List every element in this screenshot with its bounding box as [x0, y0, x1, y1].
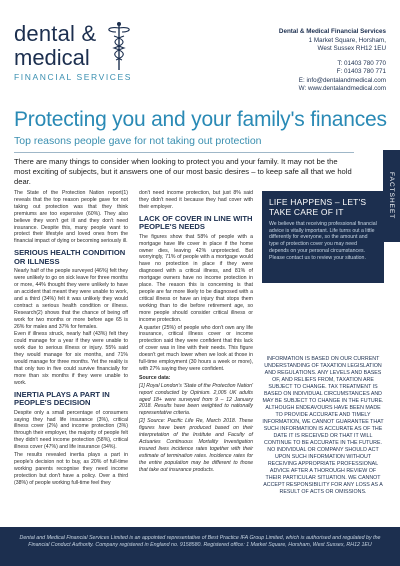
col1-paragraph-2: Nearly half of the people surveyed (46%) felt they were unlikely to go on sick leave for three months or more, 44% thought they were unlikely to have an accident that meant they were unable to work, and a third (34%) felt it was unlikely they would contract a serious health condition or illness. Research(2) shows that the chance of being off work for two months or more before age 65 is 26% for males and 37% for females.	[14, 268, 128, 330]
col2-paragraph-1: don't need income protection, but just 8% said they didn't need it because they had cover with their employer.	[139, 190, 253, 210]
col2-paragraph-3: A quarter (25%) of people who don't own any life insurance, critical illness cover or income protection said they were confident that this lack of cover was in line with their needs. This figure doesn't get much lower when we look at those in full-time employment (30 hours a week or more), with 27% saying they were confident.	[139, 324, 253, 372]
col1-paragraph-3: Even if illness struck, nearly half (43%) felt they could manage for a year if they were unable to work due to serious illness or injury. 55% said they would manage for six months, and 71% would manage for three months. Yet the reality is that only two in five could survive financially for more than six months if they were unable to work.	[14, 331, 128, 386]
life-happens-text: We believe that receiving professional financial advice is vitally important. Life turns out a little differently for everyone, so the amount and type of protection cover you may need depends on your personal circumstances. Please contact us to review your situation.	[269, 221, 377, 261]
contact-telephone: T: 01403 780 770	[337, 59, 386, 67]
contact-fax: F: 01403 780 771	[336, 68, 386, 75]
col1-heading-illness: SERIOUS HEALTH CONDITION OR ILLNESS	[14, 248, 126, 266]
page-subtitle: Top reasons people gave for not taking out protection	[14, 135, 262, 147]
lead-paragraph: There are many things to consider when looking to protect you and your family. It may not be the most exciting of subjects, but it answers one of our most basic desires – to keep safe all that we hold dear.	[14, 157, 352, 186]
contact-company: Dental & Medical Financial Services	[278, 28, 386, 35]
disclaimer-text: INFORMATION IS BASED ON OUR CURRENT UNDERSTANDING OF TAXATION LEGISLATION AND REGULATIONS. ANY LEVELS AND BASES OF, AND RELIEFS FROM, TAXATION ARE SUBJECT TO CHANGE. TAX TREATMENT IS BASED ON INDIVIDUAL CIRCUMSTANCES AND MAY BE SUBJECT TO CHANGE IN THE FUTURE. ALTHOUGH ENDEAVOURS HAVE BEEN MADE TO PROVIDE ACCURATE AND TIMELY INFORMATION, WE CANNOT GUARANTEE THAT SUCH INFORMATION IS ACCURATE AS OF THE DATE IT IS RECEIVED OR THAT IT WILL CONTINUE TO BE ACCURATE IN THE FUTURE. NO INDIVIDUAL OR COMPANY SHOULD ACT UPON SUCH INFORMATION WITHOUT RECEIVING APPROPRIATE PROFESSIONAL ADVICE AFTER A THOROUGH REVIEW OF THEIR PARTICULAR SITUATION. WE CANNOT ACCEPT RESPONSIBILITY FOR ANY LOSS AS A RESULT OF ACTS OR OMISSIONS.	[262, 356, 384, 495]
caduceus-icon	[104, 20, 134, 72]
source-note-1: [1] Royal London's 'State of the Protection Nation' report conducted by Opinium. 2,005 UK adults aged 18+ were surveyed from 9 – 12 January 2018. Results have been weighted to nationally representative criteria.	[139, 382, 253, 417]
article-column-2	[139, 190, 253, 475]
contact-address-2: West Sussex RH12 1EU	[317, 45, 386, 52]
contact-website: W: www.dentalandmedical.com	[298, 85, 386, 92]
logo-subtitle: FINANCIAL SERVICES	[14, 72, 133, 82]
col1-heading-inertia: INERTIA PLAYS A PART IN PEOPLE'S DECISION	[14, 389, 110, 408]
col1-paragraph-4: Despite only a small percentage of consumers saying they had life insurance (3%), critical illness cover (2%) and income protection (3%) through their employer, the majority of people felt they didn't need income protection (58%), critical illness cover (47%) and life insurance (34%).	[14, 409, 128, 451]
contact-email: E: info@dentalandmedical.com	[298, 76, 386, 84]
life-happens-heading: LIFE HAPPENS – LET'S TAKE CARE OF IT	[269, 197, 367, 217]
page-title: Protecting you and your family's finances	[14, 108, 387, 131]
logo-line-1: dental &	[14, 21, 97, 46]
life-happens-box	[262, 191, 384, 283]
footer-regulatory-text: Dental and Medical Financial Services Limited is an appointed representative of Best Practice IFA Group Limited, which is authorised and regulated by the Financial Conduct Authority. Company registered in England no. 9158580. Registered office: 1 Market Square, Horsham, West Sussex, RH12 1EU	[0, 527, 400, 566]
logo-line-2: medical	[14, 45, 90, 70]
article-column-1	[14, 190, 128, 488]
contact-address-1: 1 Market Square, Horsham,	[308, 36, 386, 44]
source-note-2: [2] Source: Pacific Life Re, March 2018. These figures have been produced based on their interpretation of the Institute and Faculty of Actuaries Continuous Mortality Investigation insured lives incidence rates together with their estimate of termination rates. Incidence rates for the entire population may be different to those that take out insurance products.	[139, 418, 253, 473]
col2-paragraph-2: The figures show that 58% of people with a mortgage have life cover in place if the home owner dies, leaving 42% unprotected. But worryingly, 71% of people with a mortgage would have no protection in place if they were diagnosed with a critical illness, and 81% of mortgage owners have no income protection in place. The reason this is concerning is that people are far more likely to be diagnosed with a critical illness or have an injury that stops them working than to die before retirement age, so more people should consider critical illness or income protection.	[139, 233, 253, 323]
col1-paragraph-5: The results revealed inertia plays a part in people's decision not to buy, as 20% of full-time working parents recognise they need income protection but don't have a policy. Over a third (38%) of people working full-time feel they	[14, 452, 128, 486]
factsheet-tab: FACTSHEET	[383, 150, 400, 242]
col2-heading-cover: LACK OF COVER IN LINE WITH PEOPLE'S NEEDS	[139, 213, 253, 232]
contact-block	[279, 28, 386, 94]
col1-paragraph-1: The State of the Protection Nation report(1) reveals that the top reason people gave for not taking out protection was that they think premiums are too expensive (60%). They also believe they won't get ill and they don't need insurance. Despite this, many people want to protect their lifestyle and loved ones from the financial impact of dying or becoming seriously ill.	[14, 190, 128, 245]
title-divider	[14, 152, 354, 153]
source-data-title: Source data:	[139, 374, 171, 381]
